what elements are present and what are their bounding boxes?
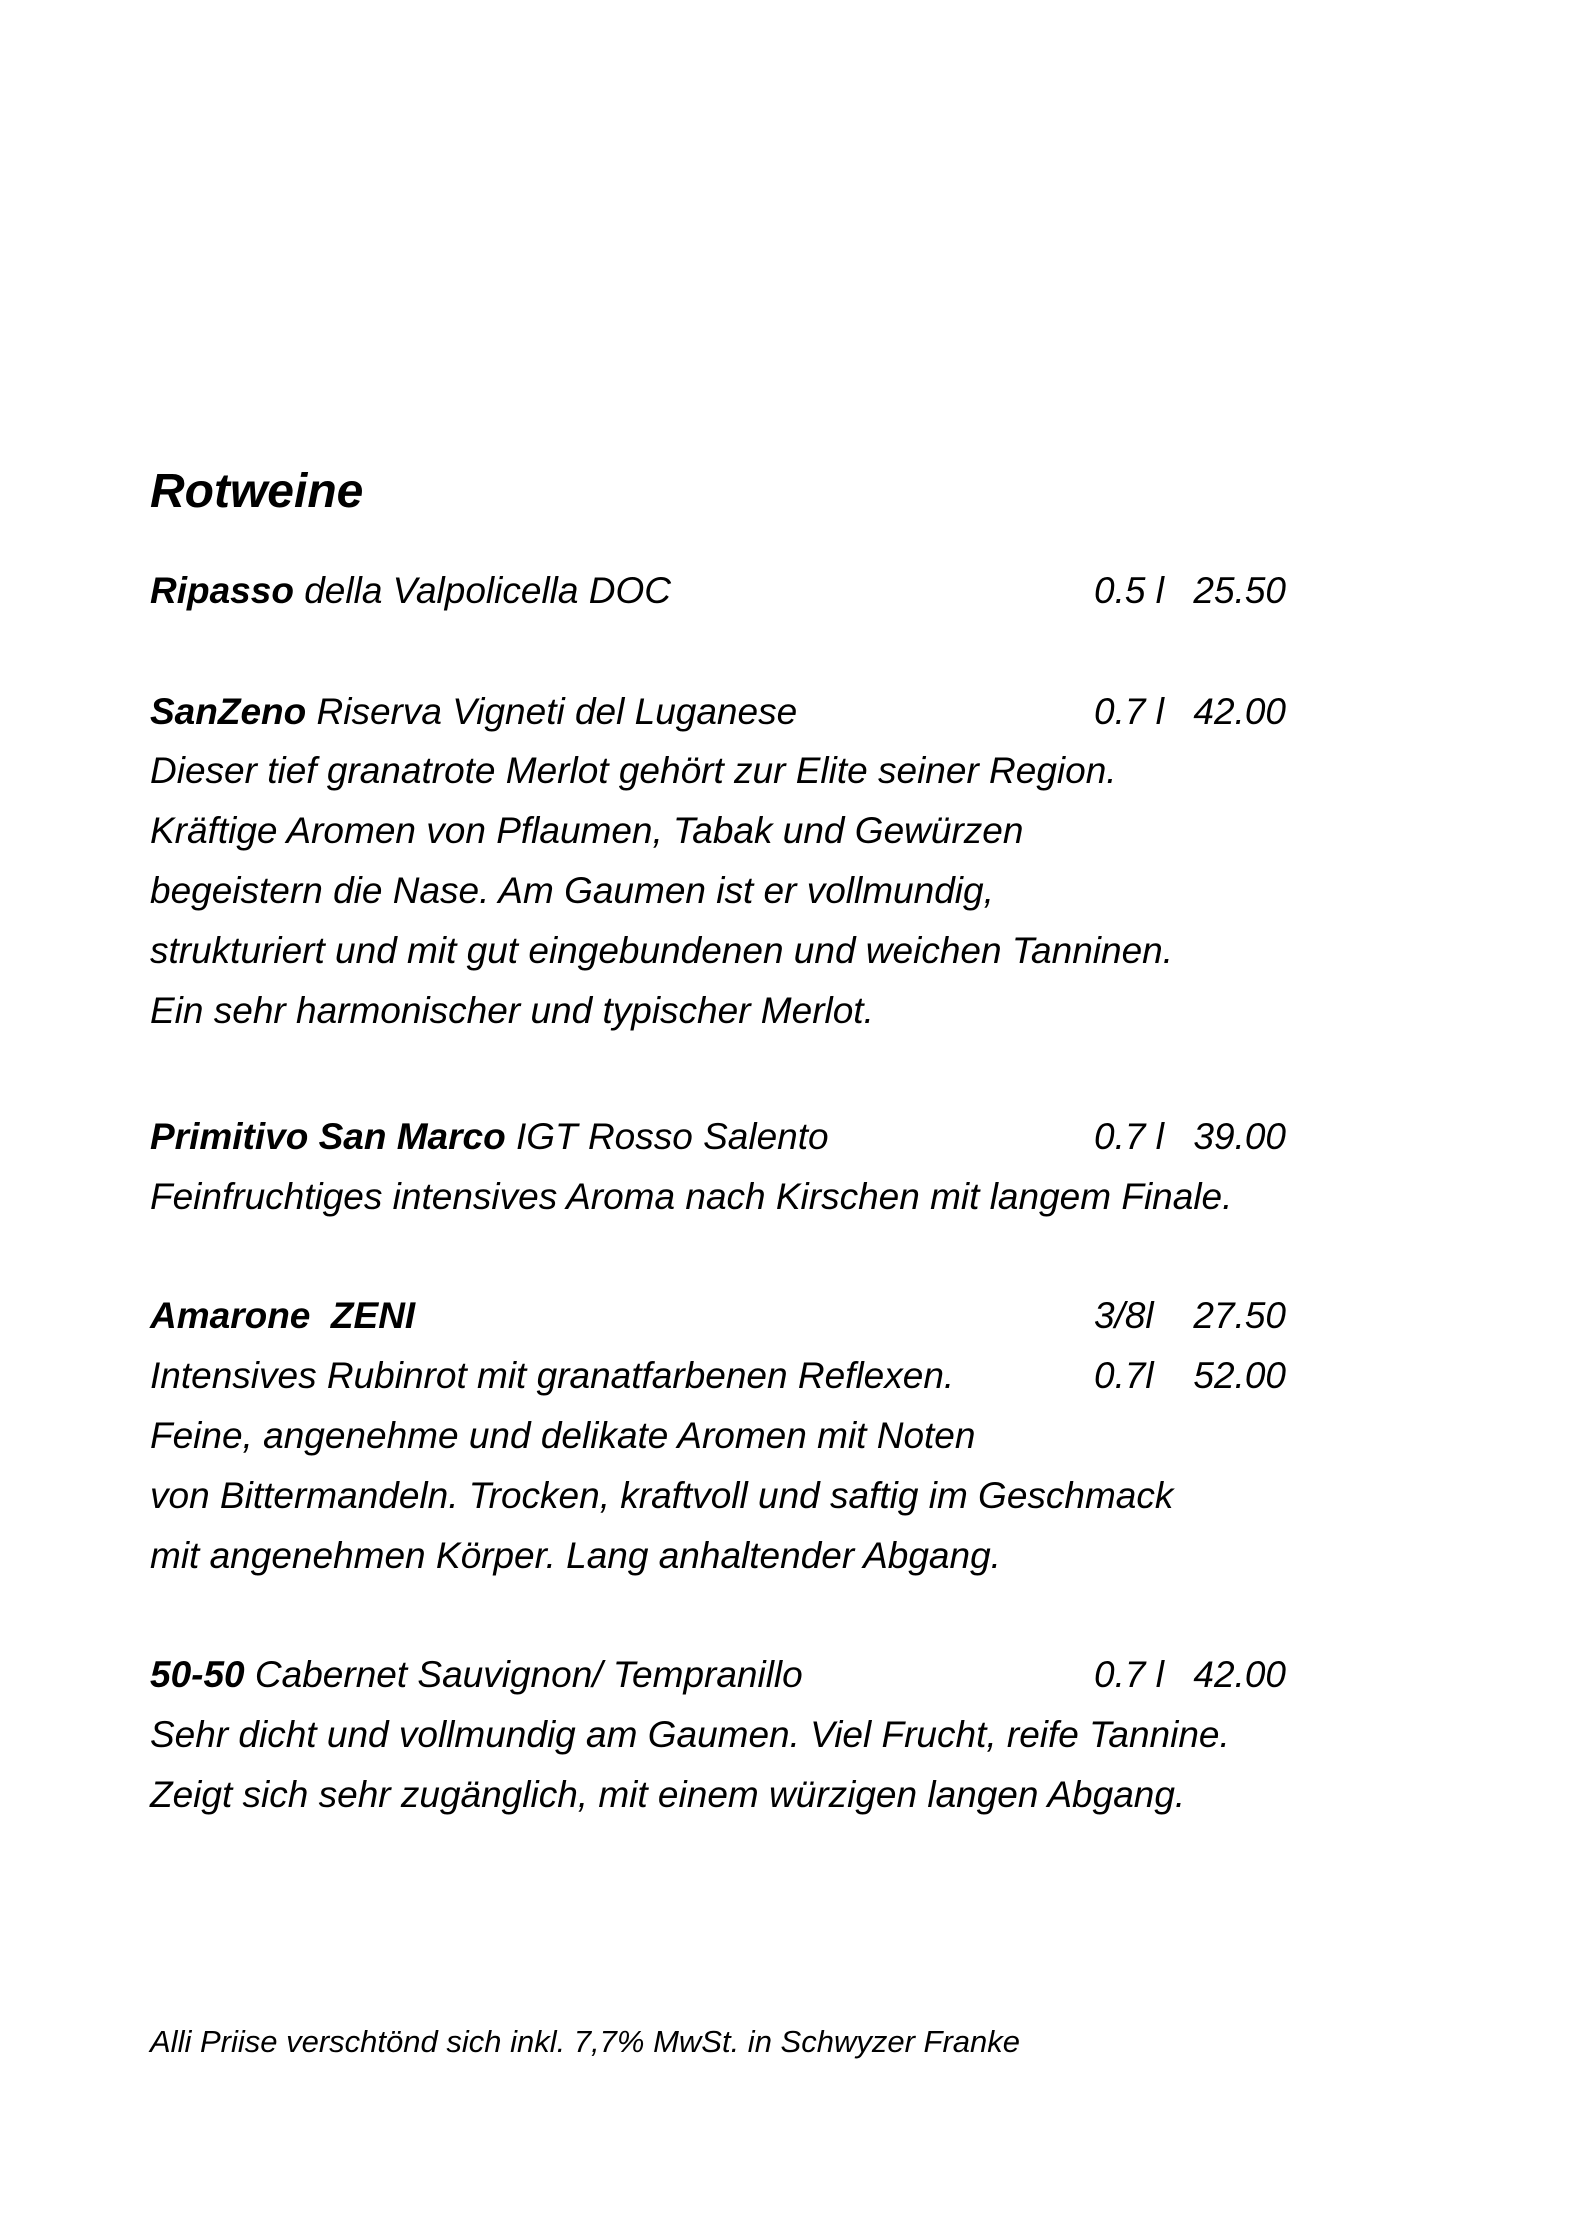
wine-description-line: begeistern die Nase. Am Gaumen ist er vollmundig, — [150, 870, 994, 911]
wine-description-line: Zeigt sich sehr zugänglich, mit einem würzigen langen Abgang. — [150, 1774, 1186, 1815]
wine-volume: 3/8l — [1094, 1295, 1154, 1336]
wine-name-sanzeno: SanZeno Riserva Vigneti del Luganese — [150, 691, 798, 732]
wine-price: 52.00 — [1193, 1355, 1286, 1396]
wine-name-primitivo: Primitivo San Marco IGT Rosso Salento — [150, 1116, 829, 1157]
wine-volume: 0.7l — [1094, 1355, 1154, 1396]
wine-price: 42.00 — [1193, 691, 1286, 732]
footer-note: Alli Priise verschtönd sich inkl. 7,7% MwSt. in Schwyzer Franke — [150, 2024, 1021, 2059]
wine-price: 42.00 — [1193, 1654, 1286, 1695]
wine-name-amarone: Amarone ZENI — [150, 1295, 416, 1336]
wine-description-line: mit angenehmen Körper. Lang anhaltender Abgang. — [150, 1535, 1001, 1576]
wine-price: 25.50 — [1193, 570, 1286, 611]
wine-description-line: Feinfruchtiges intensives Aroma nach Kirschen mit langem Finale. — [150, 1176, 1233, 1217]
wine-description-line: Sehr dicht und vollmundig am Gaumen. Viel Frucht, reife Tannine. — [150, 1714, 1230, 1755]
wine-volume: 0.7 l — [1094, 1654, 1164, 1695]
wine-name-ripasso: Ripasso della Valpolicella DOC — [150, 570, 671, 611]
wine-description-line: Feine, angenehme und delikate Aromen mit Noten — [150, 1415, 976, 1456]
wine-volume: 0.7 l — [1094, 1116, 1164, 1157]
wine-price: 27.50 — [1193, 1295, 1286, 1336]
wine-description-line: strukturiert und mit gut eingebundenen und weichen Tanninen. — [150, 930, 1174, 971]
wine-description-line: Kräftige Aromen von Pflaumen, Tabak und Gewürzen — [150, 810, 1024, 851]
wine-name-50-50: 50-50 Cabernet Sauvignon/ Tempranillo — [150, 1654, 803, 1695]
wine-description-line: Ein sehr harmonischer und typischer Merlot. — [150, 990, 874, 1031]
section-title: Rotweine — [150, 465, 364, 518]
wine-volume: 0.7 l — [1094, 691, 1164, 732]
wine-description-line: Intensives Rubinrot mit granatfarbenen Reflexen. — [150, 1355, 955, 1396]
wine-price: 39.00 — [1193, 1116, 1286, 1157]
wine-description-line: von Bittermandeln. Trocken, kraftvoll und saftig im Geschmack — [150, 1475, 1174, 1516]
wine-description-line: Dieser tief granatrote Merlot gehört zur Elite seiner Region. — [150, 750, 1117, 791]
wine-volume: 0.5 l — [1094, 570, 1164, 611]
